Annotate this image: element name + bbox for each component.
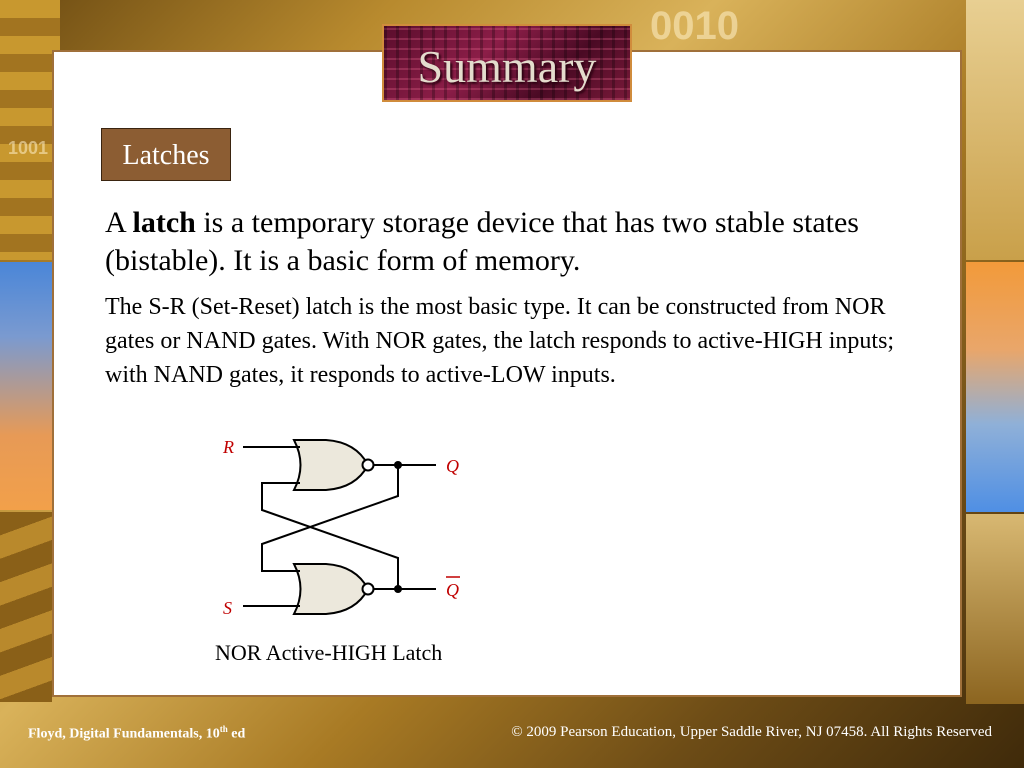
footer-edition-suffix: ed	[227, 726, 246, 742]
label-s: S	[223, 598, 232, 618]
background-digits-left: 1001	[8, 138, 49, 158]
background-strip-left-bottom	[0, 512, 52, 702]
q-bar-junction-dot	[394, 585, 402, 593]
nor-latch-diagram	[210, 432, 470, 632]
background-strip-right-top	[966, 0, 1024, 260]
background-digits-top: 0010	[650, 4, 739, 48]
latch-term: latch	[132, 206, 196, 239]
label-q-bar: Q	[446, 580, 459, 600]
page-title: Summary	[417, 41, 597, 92]
title-banner	[382, 24, 632, 102]
footer-copyright: © 2009 Pearson Education, Upper Saddle River, NJ 07458. All Rights Reserved	[511, 724, 992, 740]
footer-book-title	[28, 724, 245, 743]
top-gate-inverter-bubble	[363, 460, 374, 471]
background-strip-left-top	[0, 0, 60, 260]
main-paragraph	[105, 204, 905, 280]
footer-book-title-text: Floyd, Digital Fundamentals, 10	[28, 726, 220, 742]
main-paragraph-prefix: A	[105, 206, 133, 239]
top-nor-gate	[294, 440, 368, 490]
section-label: Latches	[101, 128, 231, 181]
background-strip-right-orange	[966, 262, 1024, 512]
footer-edition-sup: th	[219, 724, 228, 734]
main-paragraph-rest: is a temporary storage device that has two stable states (bistable). It is a basic form of memory.	[105, 206, 859, 277]
bottom-gate-inverter-bubble	[363, 584, 374, 595]
q-junction-dot	[394, 461, 402, 469]
label-q: Q	[446, 456, 459, 476]
sub-paragraph: The S-R (Set-Reset) latch is the most basic type. It can be constructed from NOR gates or NAND gates. With NOR gates, the latch responds to active-HIGH inputs; with NAND gates, it responds to active-LOW inputs.	[105, 294, 895, 388]
diagram-caption: NOR Active-HIGH Latch	[215, 640, 443, 665]
background-strip-right-bottom	[966, 514, 1024, 704]
background-strip-left-blue	[0, 262, 52, 510]
label-r: R	[223, 437, 234, 457]
bottom-nor-gate	[294, 564, 368, 614]
